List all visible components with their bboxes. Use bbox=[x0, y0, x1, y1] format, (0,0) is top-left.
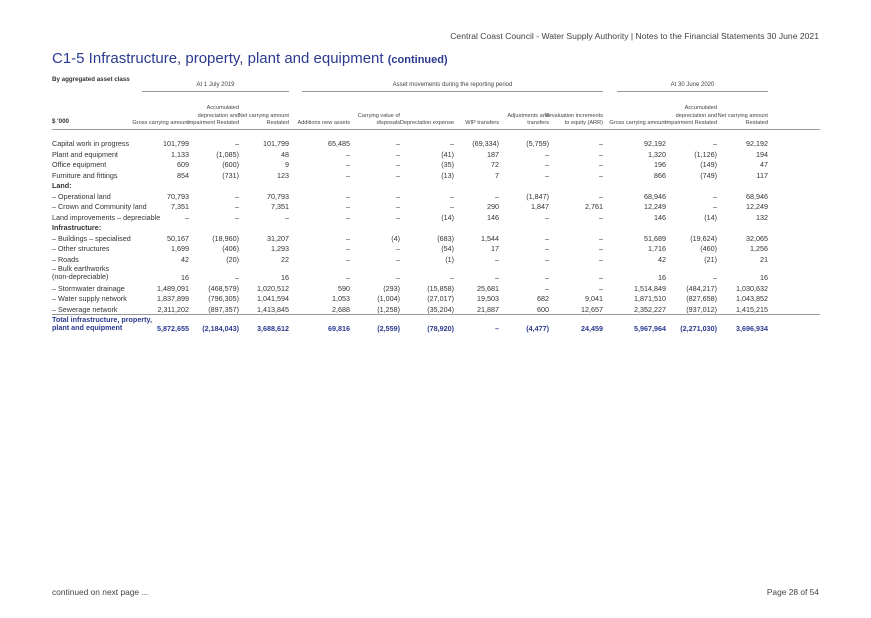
cell: 42 bbox=[658, 254, 666, 264]
row-label bbox=[52, 265, 109, 281]
cell: 7,351 bbox=[271, 202, 289, 211]
group-header: Asset movements during the reporting period bbox=[392, 82, 513, 88]
cell: (796,305) bbox=[208, 294, 239, 303]
column-header: Net carrying amount Restated bbox=[238, 112, 289, 127]
cell: 2,761 bbox=[585, 202, 603, 211]
cell: (4,477) bbox=[526, 324, 549, 333]
cell: – bbox=[495, 324, 499, 333]
cell: – bbox=[599, 149, 603, 159]
row-label-text: Capital work in progress bbox=[52, 139, 130, 148]
cell: 146 bbox=[487, 212, 499, 222]
cell: (35) bbox=[441, 160, 454, 169]
group-rule bbox=[302, 91, 603, 92]
table-row bbox=[52, 244, 820, 254]
cell: – bbox=[450, 139, 454, 148]
cell: – bbox=[713, 273, 717, 282]
cell: 16 bbox=[760, 273, 768, 282]
row-label bbox=[52, 305, 118, 314]
row-label-text: Infrastructure: bbox=[52, 223, 102, 232]
cell: 70,793 bbox=[167, 191, 189, 201]
cell: 3,696,934 bbox=[736, 324, 768, 333]
cell: – bbox=[713, 139, 717, 148]
cell: 7 bbox=[495, 170, 499, 180]
row-label bbox=[52, 160, 106, 169]
table-row bbox=[52, 284, 820, 294]
cell: 117 bbox=[756, 170, 768, 180]
cell: – bbox=[599, 170, 603, 180]
cell: 290 bbox=[487, 202, 499, 211]
cell: 7,351 bbox=[171, 202, 189, 211]
cell: – bbox=[346, 170, 350, 180]
cell: (149) bbox=[700, 160, 717, 169]
header-rule bbox=[52, 129, 820, 130]
row-label-text: – Other structures bbox=[52, 244, 110, 253]
cell: (54) bbox=[441, 244, 454, 253]
cell: (406) bbox=[222, 244, 239, 253]
row-label bbox=[52, 171, 118, 180]
cell: (1,847) bbox=[526, 191, 549, 201]
cell: (14) bbox=[704, 212, 717, 222]
column-header: Net carrying amount Restated bbox=[717, 112, 768, 127]
cell: 1,544 bbox=[481, 233, 499, 243]
row-label bbox=[52, 192, 111, 201]
cell: 2,311,202 bbox=[157, 304, 189, 314]
row-label-text: – Crown and Community land bbox=[52, 202, 147, 211]
cell: 101,799 bbox=[163, 139, 189, 148]
column-header: Gross carrying amount bbox=[609, 120, 666, 127]
table-row bbox=[52, 160, 820, 170]
page-number: Page 28 of 54 bbox=[766, 587, 819, 597]
cell: 854 bbox=[177, 170, 189, 180]
cell: 1,030,632 bbox=[736, 283, 768, 293]
cell: – bbox=[450, 273, 454, 282]
table-row bbox=[52, 264, 820, 282]
cell: (1,258) bbox=[377, 304, 400, 314]
cell: – bbox=[346, 149, 350, 159]
cell: 194 bbox=[756, 149, 768, 159]
cell: – bbox=[713, 202, 717, 211]
column-header: Revaluation increments to equity (ARR) bbox=[544, 112, 603, 127]
row-label-text-2: (non-depreciable) bbox=[52, 272, 109, 281]
cell: 146 bbox=[654, 212, 666, 222]
cell: – bbox=[185, 212, 189, 222]
cell: (1,126) bbox=[694, 149, 717, 159]
row-label bbox=[52, 284, 125, 293]
cell: 16 bbox=[281, 273, 289, 282]
cell: (35,204) bbox=[427, 304, 454, 314]
row-label-text: Land improvements – depreciable bbox=[52, 212, 161, 222]
cell: 31,207 bbox=[267, 233, 289, 243]
cell: (897,357) bbox=[208, 304, 239, 314]
cell: 21 bbox=[760, 254, 768, 264]
cell: 196 bbox=[654, 160, 666, 169]
cell: – bbox=[599, 283, 603, 293]
unit-label: $ '000 bbox=[52, 118, 69, 125]
row-label-text: – Buildings – specialised bbox=[52, 233, 131, 243]
page-header: Central Coast Council - Water Supply Authority | Notes to the Financial Statements 30 June 2021 bbox=[450, 31, 819, 41]
cell: – bbox=[599, 212, 603, 222]
cell: 69,816 bbox=[328, 324, 350, 333]
cell: (18,960) bbox=[212, 233, 239, 243]
cell: 123 bbox=[277, 170, 289, 180]
cell: 21,887 bbox=[477, 304, 499, 314]
cell: (683) bbox=[437, 233, 454, 243]
cell: – bbox=[346, 191, 350, 201]
table-row bbox=[52, 171, 820, 181]
cell: 866 bbox=[654, 170, 666, 180]
cell: (749) bbox=[700, 170, 717, 180]
cell: 2,352,227 bbox=[634, 304, 666, 314]
cell: 12,657 bbox=[581, 304, 603, 314]
row-label-text: Total infrastructure, property, bbox=[52, 315, 152, 324]
cell: (2,184,043) bbox=[202, 324, 239, 333]
row-label bbox=[52, 150, 118, 159]
cell: – bbox=[396, 273, 400, 282]
cell: (13) bbox=[441, 170, 454, 180]
cell: (484,217) bbox=[686, 283, 717, 293]
cell: – bbox=[235, 212, 239, 222]
cell: 1,415,215 bbox=[736, 304, 768, 314]
row-label-text: – Water supply network bbox=[52, 294, 127, 303]
column-header: Depreciation expense bbox=[399, 120, 454, 127]
cell: 101,799 bbox=[263, 139, 289, 148]
cell: – bbox=[346, 244, 350, 253]
cell: 17 bbox=[491, 244, 499, 253]
cell: 682 bbox=[537, 294, 549, 303]
cell: 1,020,512 bbox=[257, 283, 289, 293]
cell: 5,872,655 bbox=[157, 324, 189, 333]
cell: 19,503 bbox=[477, 294, 499, 303]
cell: – bbox=[396, 244, 400, 253]
cell: – bbox=[235, 273, 239, 282]
cell: 68,946 bbox=[746, 191, 768, 201]
cell: 1,489,091 bbox=[157, 283, 189, 293]
row-label-text: Office equipment bbox=[52, 160, 107, 169]
cell: 25,681 bbox=[477, 283, 499, 293]
table-row bbox=[52, 305, 820, 315]
cell: 65,485 bbox=[328, 139, 350, 148]
row-label-text-2: plant and equipment bbox=[52, 323, 123, 332]
cell: 2,688 bbox=[332, 304, 350, 314]
cell: (4) bbox=[391, 233, 400, 243]
row-label bbox=[52, 255, 79, 264]
group-rule bbox=[142, 91, 289, 92]
cell: – bbox=[495, 191, 499, 201]
cell: (69,334) bbox=[472, 139, 499, 148]
table-row bbox=[52, 150, 820, 160]
cell: – bbox=[396, 254, 400, 264]
cell: – bbox=[346, 202, 350, 211]
cell: 600 bbox=[537, 304, 549, 314]
cell: – bbox=[545, 283, 549, 293]
cell: 5,967,964 bbox=[634, 324, 666, 333]
row-label bbox=[52, 234, 131, 243]
cell: (827,658) bbox=[686, 294, 717, 303]
table-row bbox=[52, 202, 820, 212]
cell: (2,559) bbox=[377, 324, 400, 333]
cell: (1) bbox=[445, 254, 454, 264]
table-row bbox=[52, 213, 820, 223]
cell: 1,043,852 bbox=[736, 294, 768, 303]
cell: (41) bbox=[441, 149, 454, 159]
cell: – bbox=[235, 139, 239, 148]
cell: – bbox=[235, 202, 239, 211]
cell: 590 bbox=[338, 283, 350, 293]
cell: 1,053 bbox=[332, 294, 350, 303]
cell: 72 bbox=[491, 160, 499, 169]
cell: – bbox=[346, 254, 350, 264]
cell: 92,192 bbox=[644, 139, 666, 148]
title-main: C1-5 Infrastructure, property, plant and equipment bbox=[52, 50, 384, 67]
cell: 1,133 bbox=[171, 149, 189, 159]
cell: – bbox=[285, 212, 289, 222]
row-label bbox=[52, 244, 110, 253]
cell: – bbox=[396, 160, 400, 169]
cell: – bbox=[545, 244, 549, 253]
cell: 1,293 bbox=[271, 244, 289, 253]
row-label bbox=[52, 139, 129, 148]
cell: 12,249 bbox=[644, 202, 666, 211]
cell: 1,837,899 bbox=[157, 294, 189, 303]
cell: 1,320 bbox=[648, 149, 666, 159]
cell: (1,004) bbox=[377, 294, 400, 303]
cell: – bbox=[599, 191, 603, 201]
cell: (937,012) bbox=[686, 304, 717, 314]
column-header: Adjustments and transfers bbox=[507, 112, 549, 127]
cell: 1,847 bbox=[531, 202, 549, 211]
cell: 70,793 bbox=[267, 191, 289, 201]
cell: – bbox=[599, 244, 603, 253]
row-label-text: Land: bbox=[52, 181, 72, 190]
cell: 24,459 bbox=[581, 324, 603, 333]
cell: 16 bbox=[181, 273, 189, 282]
cell: 12,249 bbox=[746, 202, 768, 211]
page-title bbox=[52, 50, 448, 67]
cell: – bbox=[545, 254, 549, 264]
row-label-text: – Stormwater drainage bbox=[52, 283, 125, 293]
cell: 50,167 bbox=[167, 233, 189, 243]
cell: – bbox=[545, 160, 549, 169]
cell: – bbox=[396, 149, 400, 159]
cell: – bbox=[599, 139, 603, 148]
group-label: By aggregated asset class bbox=[52, 76, 130, 83]
cell: – bbox=[346, 233, 350, 243]
cell: (731) bbox=[222, 170, 239, 180]
cell: 1,256 bbox=[750, 244, 768, 253]
column-header: Carrying value of disposals bbox=[357, 112, 400, 127]
cell: 1,716 bbox=[648, 244, 666, 253]
cell: – bbox=[599, 254, 603, 264]
cell: (20) bbox=[226, 254, 239, 264]
cell: (600) bbox=[222, 160, 239, 169]
cell: (2,271,030) bbox=[680, 324, 717, 333]
cell: 47 bbox=[760, 160, 768, 169]
cell: (460) bbox=[700, 244, 717, 253]
cell: (5,759) bbox=[526, 139, 549, 148]
cell: – bbox=[599, 233, 603, 243]
table-row bbox=[52, 294, 820, 304]
cell: – bbox=[545, 212, 549, 222]
cell: – bbox=[495, 254, 499, 264]
cell: – bbox=[545, 233, 549, 243]
row-label-text: – Roads bbox=[52, 254, 79, 264]
cell: – bbox=[545, 149, 549, 159]
cell: (293) bbox=[383, 283, 400, 293]
cell: – bbox=[713, 191, 717, 201]
cell: 1,514,849 bbox=[634, 283, 666, 293]
cell: (468,579) bbox=[208, 283, 239, 293]
row-label-text: Furniture and fittings bbox=[52, 170, 118, 180]
section-row bbox=[52, 181, 820, 191]
cell: 51,689 bbox=[644, 233, 666, 243]
column-header: Additions new assets bbox=[297, 120, 350, 127]
row-label-text: – Bulk earthworks bbox=[52, 264, 110, 273]
cell: (1,085) bbox=[216, 149, 239, 159]
row-label bbox=[52, 223, 101, 232]
cell: – bbox=[396, 139, 400, 148]
cell: 132 bbox=[756, 212, 768, 222]
column-header: Accumulated depreciation and impairment Restated bbox=[187, 105, 239, 127]
section-row bbox=[52, 223, 820, 233]
row-label bbox=[52, 181, 72, 190]
cell: (14) bbox=[441, 212, 454, 222]
column-header: WIP transfers bbox=[465, 120, 499, 127]
cell: – bbox=[545, 273, 549, 282]
cell: 9,041 bbox=[585, 294, 603, 303]
cell: – bbox=[346, 160, 350, 169]
cell: – bbox=[599, 273, 603, 282]
cell: (78,920) bbox=[427, 324, 454, 333]
cell: – bbox=[346, 273, 350, 282]
cell: 48 bbox=[281, 149, 289, 159]
cell: – bbox=[450, 202, 454, 211]
total-rule bbox=[52, 314, 820, 315]
cell: – bbox=[450, 191, 454, 201]
cell: 1,041,594 bbox=[257, 294, 289, 303]
cell: – bbox=[396, 202, 400, 211]
cell: 1,413,845 bbox=[257, 304, 289, 314]
table-row bbox=[52, 192, 820, 202]
cell: – bbox=[396, 170, 400, 180]
row-label-text: – Sewerage network bbox=[52, 304, 118, 314]
cell: 22 bbox=[281, 254, 289, 264]
table-row bbox=[52, 234, 820, 244]
cell: 92,192 bbox=[746, 139, 768, 148]
column-header: Accumulated depreciation and impairment Restated bbox=[665, 105, 717, 127]
table-row bbox=[52, 255, 820, 265]
group-rule bbox=[617, 91, 768, 92]
cell: 32,065 bbox=[746, 233, 768, 243]
cell: 609 bbox=[177, 160, 189, 169]
cell: 3,688,612 bbox=[257, 324, 289, 333]
cell: 16 bbox=[658, 273, 666, 282]
group-header: At 30 June 2020 bbox=[670, 82, 715, 88]
cell: 68,946 bbox=[644, 191, 666, 201]
title-sub: (continued) bbox=[387, 54, 448, 66]
table-row bbox=[52, 139, 820, 149]
total-row bbox=[52, 315, 820, 333]
cell: 187 bbox=[487, 149, 499, 159]
cell: – bbox=[545, 170, 549, 180]
cell: 42 bbox=[181, 254, 189, 264]
cell: – bbox=[396, 191, 400, 201]
row-label-text: – Operational land bbox=[52, 191, 111, 201]
cell: (15,858) bbox=[427, 283, 454, 293]
cell: – bbox=[235, 191, 239, 201]
cell: – bbox=[599, 160, 603, 169]
continued-note: continued on next page ... bbox=[52, 587, 149, 597]
cell: – bbox=[346, 212, 350, 222]
cell: – bbox=[396, 212, 400, 222]
cell: 1,699 bbox=[171, 244, 189, 253]
row-label-text: Plant and equipment bbox=[52, 149, 118, 159]
cell: – bbox=[495, 273, 499, 282]
cell: (21) bbox=[704, 254, 717, 264]
cell: (19,624) bbox=[690, 233, 717, 243]
row-label bbox=[52, 294, 127, 303]
cell: (27,017) bbox=[427, 294, 454, 303]
cell: 9 bbox=[285, 160, 289, 169]
cell: 1,871,510 bbox=[634, 294, 666, 303]
group-header: At 1 July 2019 bbox=[196, 82, 235, 88]
column-header: Gross carrying amount bbox=[132, 120, 189, 127]
